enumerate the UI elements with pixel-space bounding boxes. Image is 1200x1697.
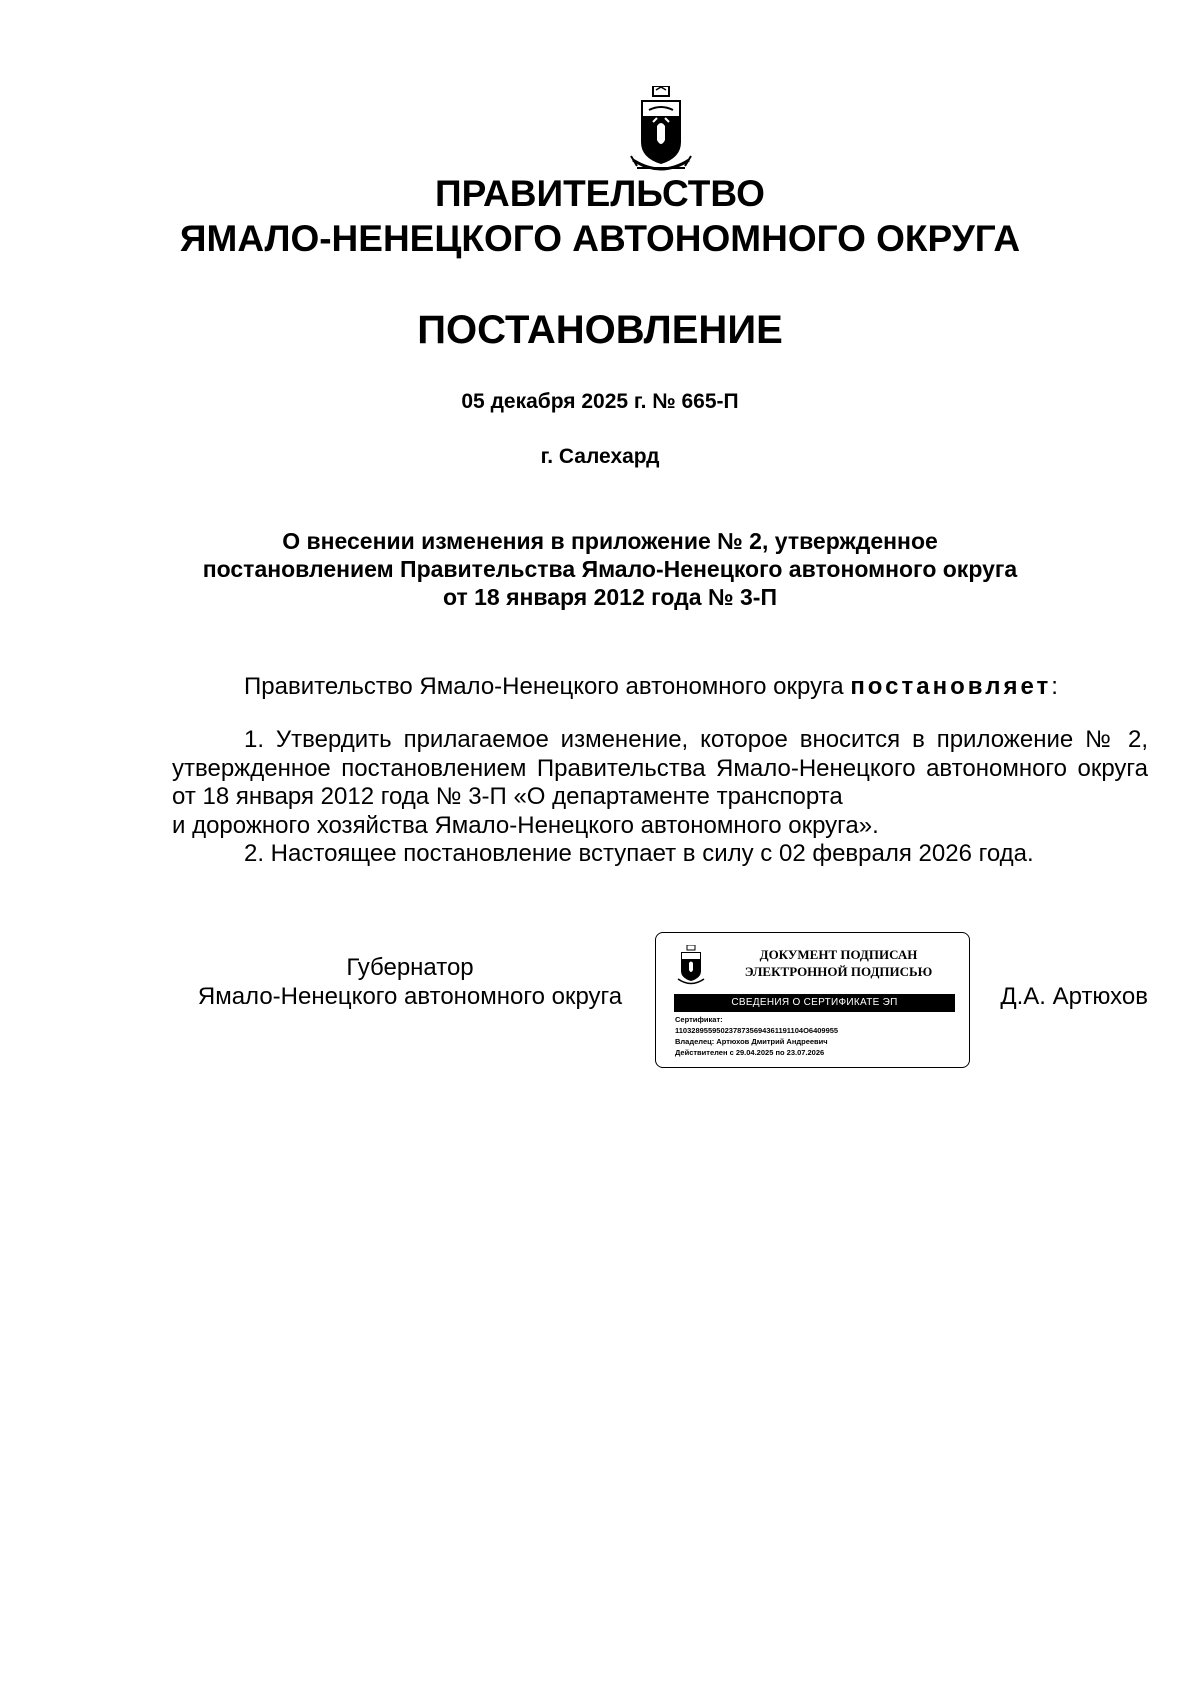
document-city: г. Салехард (540, 445, 660, 468)
document-date-number: 05 декабря 2025 г. № 665-П (461, 390, 739, 413)
preamble-text: Правительство Ямало-Ненецкого автономного округа (244, 673, 851, 700)
document-type-heading: ПОСТАНОВЛЕНИЕ (417, 308, 783, 352)
item-1-last-line: и дорожного хозяйства Ямало-Ненецкого автономного округа». (172, 811, 879, 839)
resolution-item-2: 2. Настоящее постановление вступает в силу с 02 февраля 2026 года. (244, 840, 1034, 867)
subject-line: постановлением Правительства Ямало-Ненецкого автономного округа (202, 556, 1018, 582)
region-title: ЯМАЛО-НЕНЕЦКОГО АВТОНОМНОГО ОКРУГА (179, 218, 1021, 259)
coat-of-arms-icon (627, 86, 695, 176)
preamble-paragraph (244, 672, 1058, 702)
position-line: Ямало-Ненецкого автономного округа (197, 983, 623, 1010)
item-1-text: 1. Утвердить прилагаемое изменение, которое вносится в приложение № 2, утвержденное постановлением Правительства Ямало-Ненецкого автономного округа от 18 января 2012 года № 3-П «О департаменте транспорта (172, 726, 1148, 810)
electronic-signature-stamp (655, 932, 970, 1068)
government-title: ПРАВИТЕЛЬСТВО (435, 173, 765, 214)
signatory-position (160, 953, 660, 1011)
document-subject (150, 527, 1070, 611)
certificate-info-bar: СВЕДЕНИЯ О СЕРТИФИКАТЕ ЭП (674, 994, 955, 1012)
preamble-keyword: постановляет (850, 673, 1052, 700)
preamble-colon: : (1051, 673, 1058, 700)
coat-of-arms-icon (676, 945, 706, 987)
subject-line: от 18 января 2012 года № 3-П (443, 584, 777, 610)
certificate-validity: Действителен с 29.04.2025 по 23.07.2026 (675, 1048, 825, 1057)
resolution-item-1 (172, 726, 1148, 840)
stamp-heading: ЭЛЕКТРОННОЙ ПОДПИСЬЮ (744, 964, 933, 979)
certificate-label: Сертификат: (675, 1015, 723, 1024)
certificate-number: 1103289559502378735694361191104O6409955 (675, 1026, 839, 1035)
signatory-name: Д.А. Артюхов (1000, 983, 1148, 1010)
certificate-owner: Владелец: Артюхов Дмитрий Андреевич (675, 1037, 828, 1046)
stamp-heading: ДОКУМЕНТ ПОДПИСАН (759, 947, 918, 962)
position-line: Губернатор (346, 954, 474, 981)
subject-line: О внесении изменения в приложение № 2, утвержденное (282, 528, 938, 554)
